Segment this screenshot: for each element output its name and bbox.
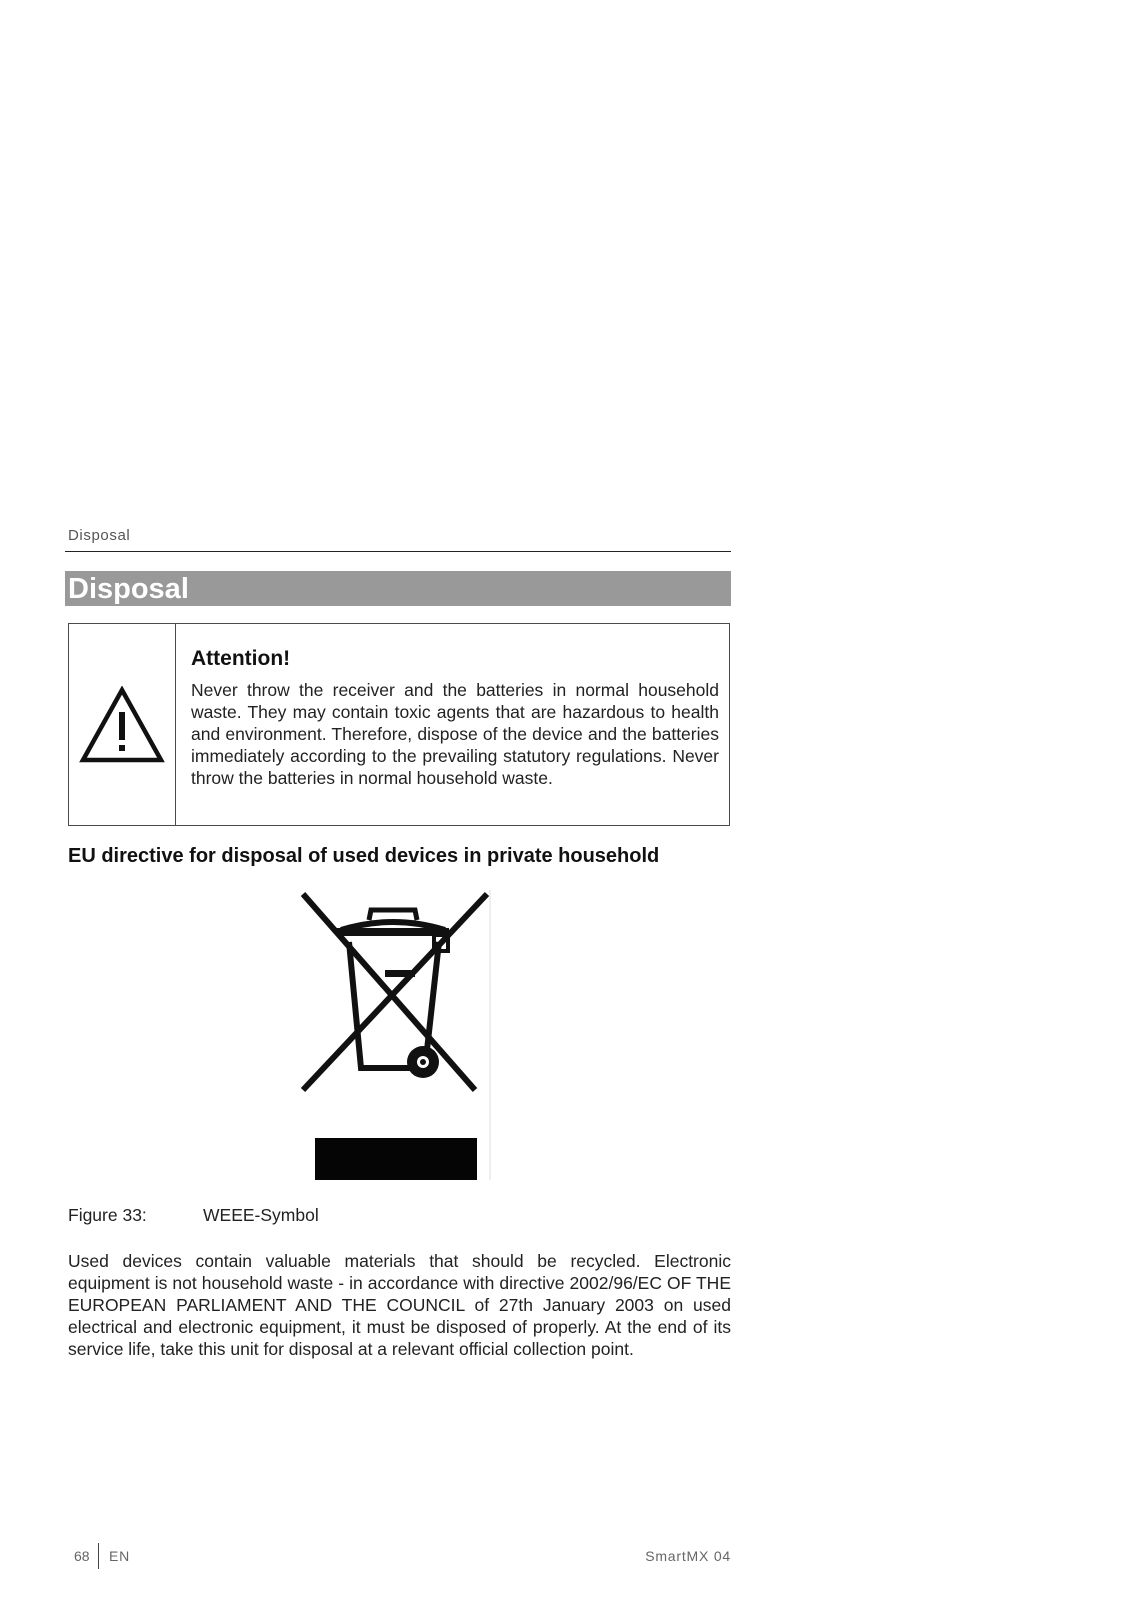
attention-icon-cell	[69, 624, 176, 825]
subheading: EU directive for disposal of used devices in private household	[68, 845, 660, 867]
footer-page-number: 68	[74, 1548, 90, 1564]
footer-divider	[98, 1543, 99, 1569]
attention-box	[68, 623, 730, 826]
running-header: Disposal	[68, 527, 131, 544]
figure-label: Figure 33:	[68, 1205, 147, 1225]
footer-product-name: SmartMX 04	[645, 1548, 731, 1564]
attention-text: Never throw the receiver and the batteries in normal household waste. They may contain toxic agents that are hazardous to health and environment. Therefore, dispose of the device and the batteries immediately according to the prevailing statutory regulations. Never throw the batteries in normal household waste.	[191, 680, 719, 788]
body-paragraph: Used devices contain valuable materials that should be recycled. Electronic equipment is not household waste - in accordance with directive 2002/96/EC OF THE EUROPEAN PARLIAMENT AND THE COUNCIL of 27th January 2003 on used electrical and electronic equipment, it must be disposed of properly. At the end of its service life, take this unit for disposal at a relevant official collection point.	[68, 1251, 731, 1359]
weee-crossed-bin-icon	[297, 890, 493, 1185]
section-title-bar	[65, 571, 731, 606]
weee-figure	[297, 890, 493, 1190]
figure-caption	[68, 1205, 319, 1226]
attention-title: Attention!	[191, 647, 291, 670]
header-rule	[65, 551, 731, 552]
footer-language: EN	[109, 1548, 131, 1564]
warning-triangle-icon	[79, 686, 165, 764]
figure-caption-text: WEEE-Symbol	[203, 1205, 319, 1225]
section-title: Disposal	[68, 573, 189, 605]
